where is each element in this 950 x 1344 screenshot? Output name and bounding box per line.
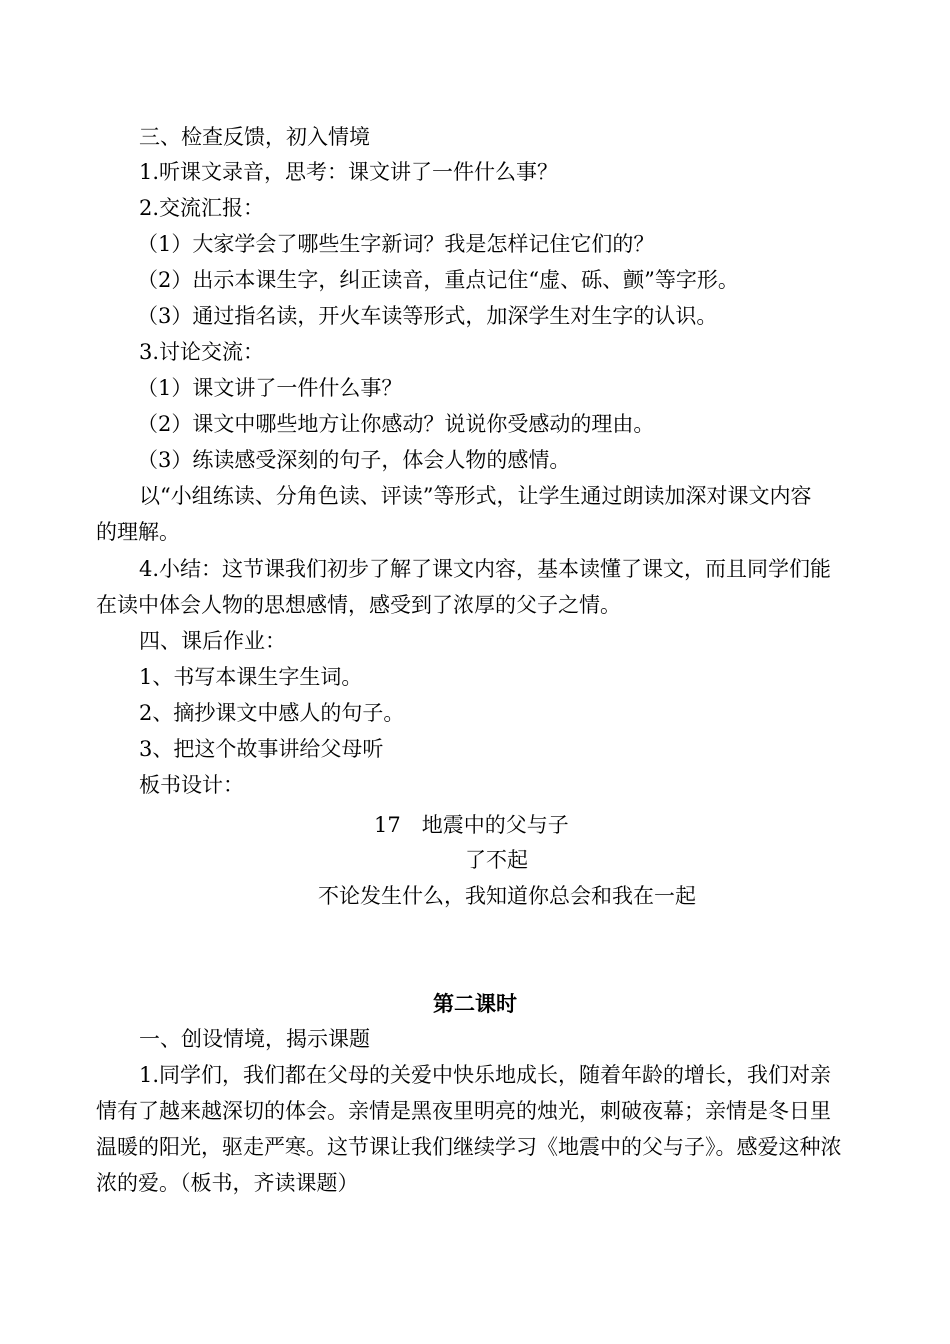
text-line: （1）大家学会了哪些生字新词？我是怎样记住它们的？	[137, 232, 655, 256]
text-line: （3）通过指名读，开火车读等形式，加深学生对生字的认识。	[137, 304, 718, 328]
text-line: 1.听课文录音，思考：课文讲了一件什么事？	[139, 160, 559, 184]
text-line: 1.同学们，我们都在父母的关爱中快乐地成长，随着年龄的增长，我们对亲	[139, 1063, 832, 1087]
text-line: 3.讨论交流：	[139, 340, 265, 364]
board-title: 17 地震中的父与子	[374, 813, 569, 837]
text-line: 3、把这个故事讲给父母听	[139, 737, 384, 761]
text-line: 在读中体会人物的思想感情，感受到了浓厚的父子之情。	[96, 593, 621, 617]
lesson-title: 第二课时	[433, 991, 517, 1016]
text-line: （2）课文中哪些地方让你感动？说说你受感动的理由。	[137, 412, 655, 436]
text-line: （3）练读感受深刻的句子，体会人物的感情。	[137, 448, 571, 472]
text-line: 温暖的阳光，驱走严寒。这节课让我们继续学习《地震中的父与子》。感爱这种浓	[96, 1135, 842, 1159]
text-line: 2、摘抄课文中感人的句子。	[139, 701, 405, 725]
text-line: 浓的爱。（板书，齐读课题）	[96, 1171, 359, 1195]
text-line: 1、书写本课生字生词。	[139, 665, 363, 689]
section-heading-3: 三、检查反馈，初入情境	[139, 125, 370, 149]
text-line: 情有了越来越深切的体会。亲情是黑夜里明亮的烛光，刺破夜幕；亲情是冬日里	[96, 1099, 831, 1123]
text-line: 2.交流汇报：	[139, 196, 265, 220]
section-heading-1: 一、创设情境，揭示课题	[139, 1027, 370, 1051]
text-line: （2）出示本课生字，纠正读音，重点记住“虚、砾、颤”等字形。	[137, 268, 739, 292]
board-line: 不论发生什么，我知道你总会和我在一起	[318, 884, 696, 908]
text-line: 以“小组练读、分角色读、评读”等形式，让学生通过朗读加深对课文内容	[139, 484, 812, 508]
text-line: 4.小结：这节课我们初步了解了课文内容，基本读懂了课文，而且同学们能	[139, 557, 832, 581]
text-line: 板书设计：	[139, 773, 244, 797]
section-heading-4: 四、课后作业：	[139, 629, 286, 653]
text-line: （1）课文讲了一件什么事？	[137, 376, 403, 400]
board-line: 了不起	[465, 848, 528, 872]
text-line: 的理解。	[96, 520, 180, 544]
